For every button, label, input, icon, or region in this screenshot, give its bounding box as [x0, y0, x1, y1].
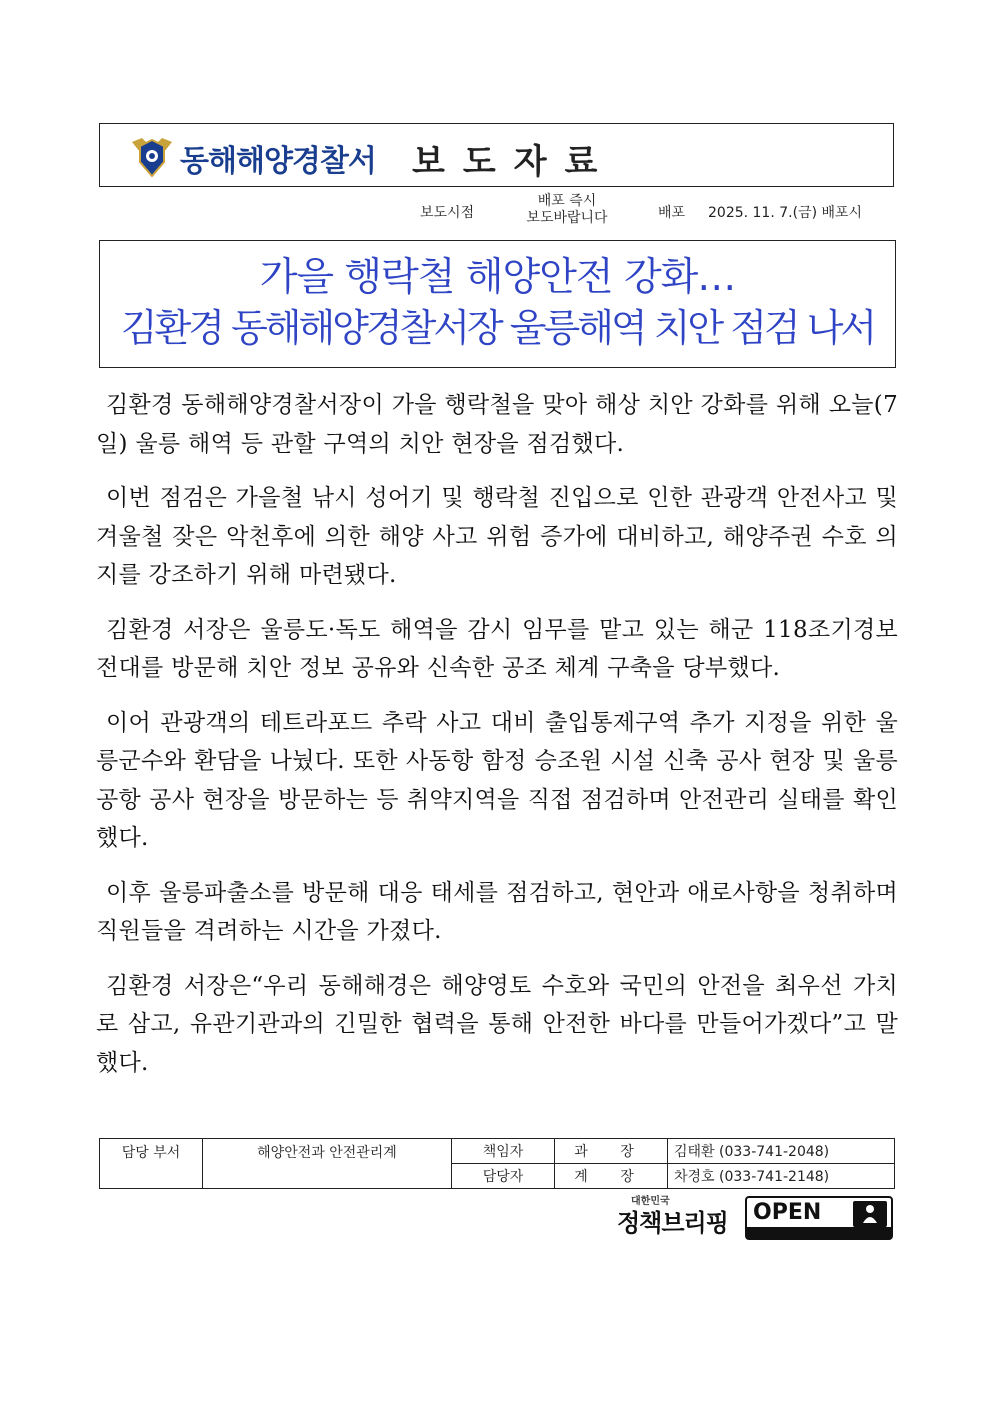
release-timing-line1: 배포 즉시: [537, 193, 597, 209]
table-row: [100, 1139, 895, 1164]
press-release-header: [99, 123, 894, 187]
headline-box: [99, 240, 896, 368]
contact-table: [99, 1138, 895, 1189]
open-badge-strip: [747, 1227, 891, 1238]
paragraph: 이번 점검은 가을철 낚시 성어기 및 행락철 진입으로 인한 관광객 안전사고 및 겨울철 잦은 악천후에 의한 해양 사고 위험 증가에 대비하고, 해양주권 수호 의지를 강조하기 위해 마련됐다.: [96, 485, 898, 588]
article-body: [96, 386, 898, 1098]
release-timing-label: 보도시점: [420, 205, 475, 221]
open-label: OPEN: [753, 1200, 822, 1225]
paragraph: 김환경 서장은“우리 동해해경은 해양영토 수호와 국민의 안전을 최우선 가치로 삼고, 유관기관과의 긴밀한 협력을 통해 안전한 바다를 만들어가겠다”고 말했다.: [96, 972, 898, 1076]
headline-line-2: 김환경 동해해양경찰서장 울릉해역 치안 점검 나서: [120, 306, 875, 350]
contact-person: 김태환 (033-741-2048): [668, 1139, 895, 1164]
doc-kind-title: 보도자료: [412, 142, 616, 182]
contact-role: 담당자: [452, 1164, 555, 1189]
contact-person: 차경호 (033-741-2148): [668, 1164, 895, 1189]
coast-guard-emblem-icon: [130, 132, 174, 180]
release-timing-line2: 보도바랍니다: [526, 210, 608, 226]
policy-briefing-logo: [617, 1192, 731, 1237]
briefing-logo-main: 정책브리핑: [617, 1209, 728, 1237]
paragraph: 이후 울릉파출소를 방문해 대응 태세를 점검하고, 현안과 애로사항을 청취하며 직원들을 격려하는 시간을 가졌다.: [96, 879, 898, 944]
release-timing-value: [512, 193, 622, 227]
paragraph: 김환경 동해해양경찰서장이 가을 행락철을 맞아 해상 치안 강화를 위해 오늘(7일) 울릉 해역 등 관할 구역의 치안 현장을 점검했다.: [96, 392, 898, 457]
paragraph: 김환경 서장은 울릉도·독도 해역을 감시 임무를 맡고 있는 해군 118조기경보전대를 방문해 치안 정보 공유와 신속한 공조 체계 구축을 당부했다.: [96, 616, 898, 681]
release-info: [0, 193, 992, 229]
paragraph: 이어 관광객의 테트라포드 추락 사고 대비 출입통제구역 추가 지정을 위한 울릉군수와 환담을 나눴다. 또한 사동항 함정 승조원 시설 신축 공사 현장 및 울릉 공항 공사 현장을 방문하는 등 취약지역을 직접 점검하며 안전관리 실태를 확인했다.: [96, 709, 898, 851]
briefing-logo-small: 대한민국: [631, 1196, 670, 1207]
distribution-date: 2025. 11. 7.(금) 배포시: [708, 205, 863, 221]
org-name: 동해해양경찰서: [180, 144, 376, 179]
contact-title: 계 장: [555, 1164, 668, 1189]
kogl-type1-attribution-icon: [853, 1201, 887, 1227]
distribution-label: 배포: [658, 205, 686, 221]
dept-label: 담당 부서: [100, 1139, 203, 1189]
contact-title: 과 장: [555, 1139, 668, 1164]
kogl-open-badge: [745, 1196, 893, 1240]
dept-name: 해양안전과 안전관리계: [203, 1139, 452, 1189]
headline-line-1: 가을 행락철 해양안전 강화…: [259, 255, 736, 300]
contact-role: 책임자: [452, 1139, 555, 1164]
